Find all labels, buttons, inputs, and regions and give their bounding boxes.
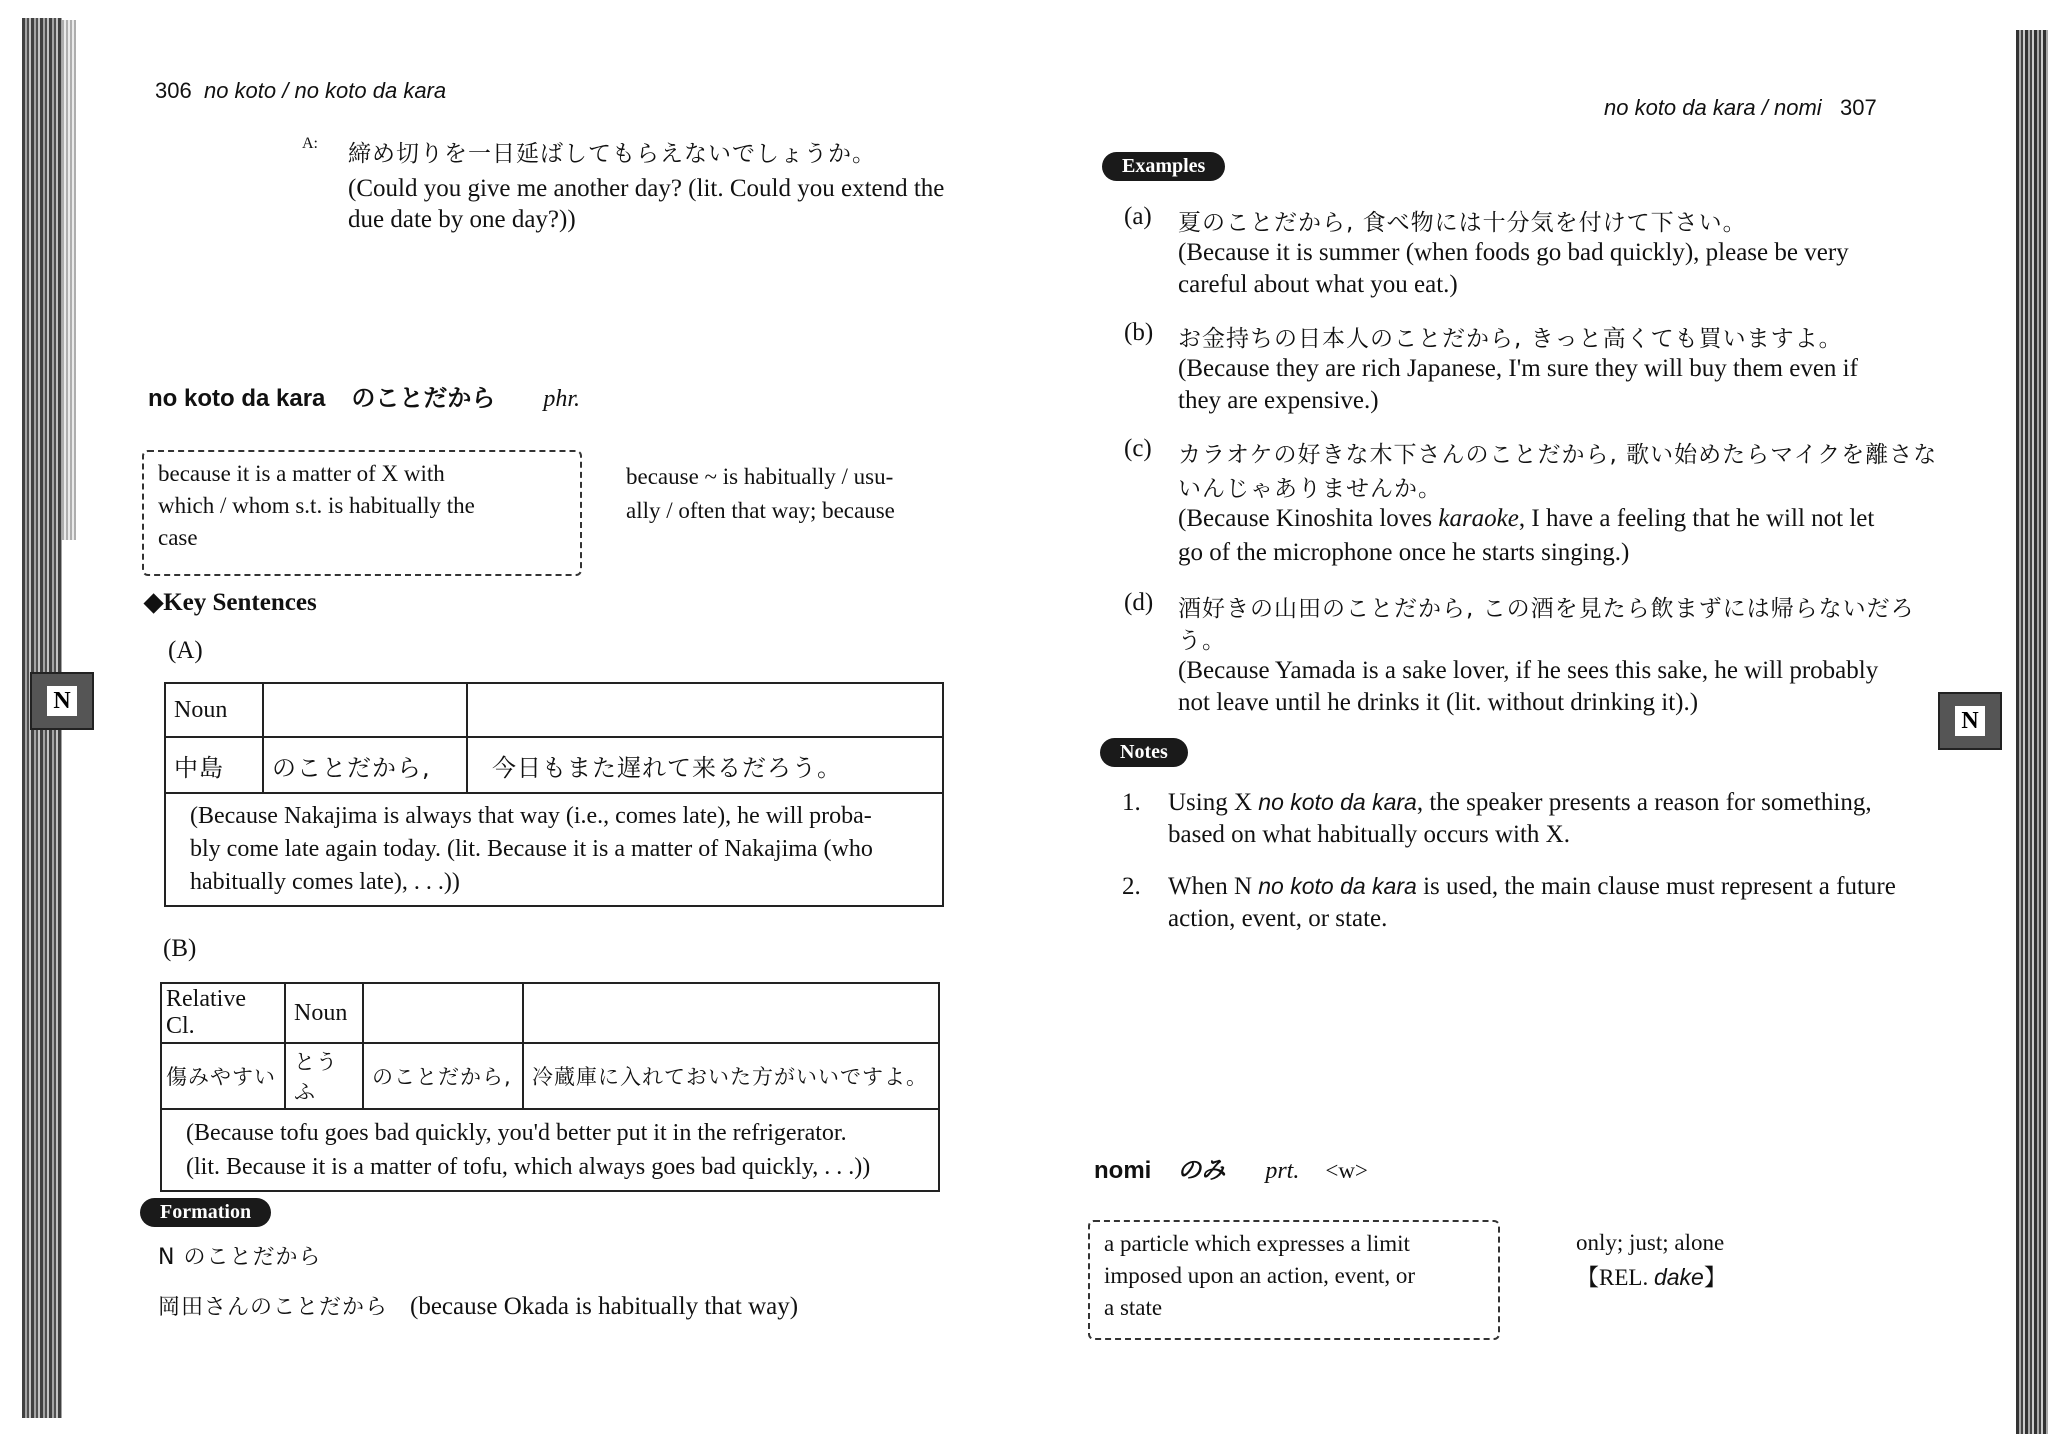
example-c-english-part-2: , I have a feeling that he will not let (1518, 505, 1875, 532)
section-tab-left-letter: N (47, 686, 76, 716)
definition-box (142, 450, 582, 576)
example-d-japanese-line-1: 酒好きの山田のことだから, この酒を見たら飲まずには帰らないだろ (1178, 596, 1915, 622)
examples-label: Examples (1102, 152, 1225, 181)
table-b-translation-line-2: (lit. Because it is a matter of tofu, which always goes bad quickly, . . .)) (186, 1154, 871, 1180)
table-b-header-empty-1 (363, 983, 523, 1043)
nomi-gloss-line-1: only; just; alone (1576, 1230, 1725, 1255)
example-c-english-part-1: (Because Kinoshita loves (1178, 505, 1439, 532)
entry-heading (148, 378, 580, 413)
nomi-gloss (1576, 1226, 1727, 1295)
definition-line-2: which / whom s.t. is habitually the (158, 493, 475, 518)
left-page-title: no koto / no koto da kara (203, 78, 447, 103)
key-sentence-a-table (164, 682, 944, 907)
nomi-tag: <w> (1325, 1158, 1368, 1183)
nomi-definition-line-2: imposed upon an action, event, or (1104, 1263, 1416, 1288)
section-tab-right (1938, 692, 2002, 750)
key-sentence-b-table (160, 982, 940, 1192)
entry-term: no koto da kara (148, 385, 326, 412)
example-c-japanese-line-2: いんじゃありませんか。 (1178, 476, 1442, 502)
example-a-english-line-2: careful about what you eat.) (1178, 271, 1458, 298)
key-sentence-a-label: (A) (168, 637, 203, 664)
example-a-japanese: 夏のことだから, 食べ物には十分気を付けて下さい。 (1178, 210, 1747, 236)
right-page-title: no koto da kara / nomi (1604, 95, 1822, 120)
left-page-number: 306 (155, 78, 192, 103)
example-c-english-karaoke: karaoke (1438, 505, 1519, 532)
example-d-english-line-1: (Because Yamada is a sake lover, if he sees this sake, he will probably (1178, 657, 1879, 684)
dialogue-japanese: 締め切りを一日延ばしてもらえないでしょうか。 (348, 141, 876, 167)
note-1-term: no koto da kara (1258, 789, 1417, 815)
table-a-translation-line-2: bly come late again today. (lit. Because it is a matter of Nakajima (who (190, 836, 873, 862)
definition-line-3: case (158, 525, 198, 550)
example-b-english-line-2: they are expensive.) (1178, 387, 1379, 414)
table-a-header-empty-2 (467, 683, 943, 737)
table-a-translation-line-1: (Because Nakajima is always that way (i.e., comes late), he will proba- (190, 803, 872, 829)
nomi-gloss-rel-open: 【REL. (1576, 1265, 1654, 1290)
example-c-label: (c) (1124, 435, 1152, 462)
nomi-definition-line-3: a state (1104, 1295, 1163, 1320)
example-a-label: (a) (1124, 203, 1152, 230)
table-a-header-noun: Noun (165, 683, 263, 737)
nomi-definition-box (1088, 1220, 1500, 1340)
key-sentences-title: ◆Key Sentences (144, 589, 317, 616)
example-a-english-line-1: (Because it is summer (when foods go bad quickly), please be very (1178, 239, 1849, 266)
section-tab-right-letter: N (1955, 706, 1984, 736)
table-b-particle-cell: のことだから, (363, 1043, 523, 1109)
dialogue-english-line-1: (Could you give me another day? (lit. Could you extend the (348, 175, 945, 202)
part-of-speech: phr. (543, 386, 581, 412)
scan-edge-right (2016, 30, 2048, 1434)
gloss-line-1: because ~ is habitually / usu- (626, 464, 894, 489)
nomi-gloss-line-2 (1576, 1260, 1727, 1295)
table-b-header-relative: Relative Cl. (161, 983, 285, 1043)
entry-japanese: のことだから (351, 384, 496, 412)
table-a-noun-cell: 中島 (165, 737, 263, 793)
nomi-gloss-dake: dake (1653, 1264, 1704, 1290)
notes-label: Notes (1100, 738, 1188, 767)
example-c-english-line-2: go of the microphone once he starts singing.) (1178, 539, 1630, 566)
english-gloss (626, 460, 895, 528)
note-2-line-1 (1168, 870, 1896, 903)
right-page-header (1604, 95, 1877, 121)
table-a-translation-line-3: habitually comes late), . . .)) (190, 869, 460, 895)
formation-example (158, 1290, 798, 1323)
example-b-label: (b) (1124, 319, 1154, 346)
nomi-japanese: のみ (1177, 1156, 1226, 1184)
formation-pattern: N のことだから (158, 1245, 322, 1270)
table-a-header-empty-1 (263, 683, 467, 737)
nomi-term: nomi (1094, 1157, 1152, 1184)
example-c-english-line-1 (1178, 502, 1874, 535)
note-2-part-1: When N (1168, 873, 1259, 900)
table-b-header-empty-2 (523, 983, 939, 1043)
note-2-term: no koto da kara (1258, 873, 1417, 899)
table-b-clause-cell: 冷蔵庫に入れておいた方がいいですよ。 (523, 1043, 939, 1109)
dialogue-english-line-2: due date by one day?)) (348, 206, 576, 233)
scan-edge-left-shadow (62, 20, 76, 540)
example-b-english-line-1: (Because they are rich Japanese, I'm sure they will buy them even if (1178, 355, 1858, 382)
note-1-line-1 (1168, 786, 1872, 819)
note-2-number: 2. (1122, 873, 1141, 900)
note-1-part-2: , the speaker presents a reason for something, (1416, 789, 1872, 816)
example-c-japanese-line-1: カラオケの好きな木下さんのことだから, 歌い始めたらマイクを離さな (1178, 442, 1938, 468)
formation-example-japanese: 岡田さんのことだから (158, 1295, 389, 1320)
table-a-particle-cell: のことだから, (263, 737, 467, 793)
right-page-number: 307 (1840, 95, 1877, 120)
table-a-translation (165, 793, 943, 906)
note-1-number: 1. (1122, 789, 1141, 816)
left-page-header (155, 78, 446, 104)
table-b-header-noun: Noun (285, 983, 363, 1043)
table-b-relative-cell: 傷みやすい (161, 1043, 285, 1109)
table-b-noun-cell: とうふ (285, 1043, 363, 1109)
note-1-part-1: Using X (1168, 789, 1259, 816)
key-sentence-b-label: (B) (163, 935, 197, 962)
gloss-line-2: ally / often that way; because (626, 498, 895, 523)
dialogue-label: A: (302, 135, 318, 152)
definition-line-1: because it is a matter of X with (158, 461, 445, 486)
note-2-line-2: action, event, or state. (1168, 905, 1388, 932)
example-d-label: (d) (1124, 589, 1154, 616)
nomi-entry-heading (1094, 1150, 1368, 1185)
nomi-definition-line-1: a particle which expresses a limit (1104, 1231, 1410, 1256)
nomi-gloss-rel-close: 】 (1703, 1265, 1727, 1290)
note-1-line-2: based on what habitually occurs with X. (1168, 821, 1570, 848)
example-b-japanese: お金持ちの日本人のことだから, きっと高くても買いますよ。 (1178, 326, 1843, 352)
table-b-translation-line-1: (Because tofu goes bad quickly, you'd better put it in the refrigerator. (186, 1120, 847, 1146)
note-2-part-2: is used, the main clause must represent a future (1416, 873, 1896, 900)
nomi-part-of-speech: prt. (1265, 1158, 1300, 1184)
formation-label: Formation (140, 1198, 271, 1227)
formation-example-english: (because Okada is habitually that way) (410, 1293, 799, 1320)
example-d-english-line-2: not leave until he drinks it (lit. without drinking it).) (1178, 689, 1699, 716)
table-a-clause-cell: 今日もまた遅れて来るだろう。 (467, 737, 943, 793)
section-tab-left (30, 672, 94, 730)
table-b-translation (161, 1109, 939, 1191)
example-d-japanese-line-2: う。 (1178, 628, 1226, 654)
